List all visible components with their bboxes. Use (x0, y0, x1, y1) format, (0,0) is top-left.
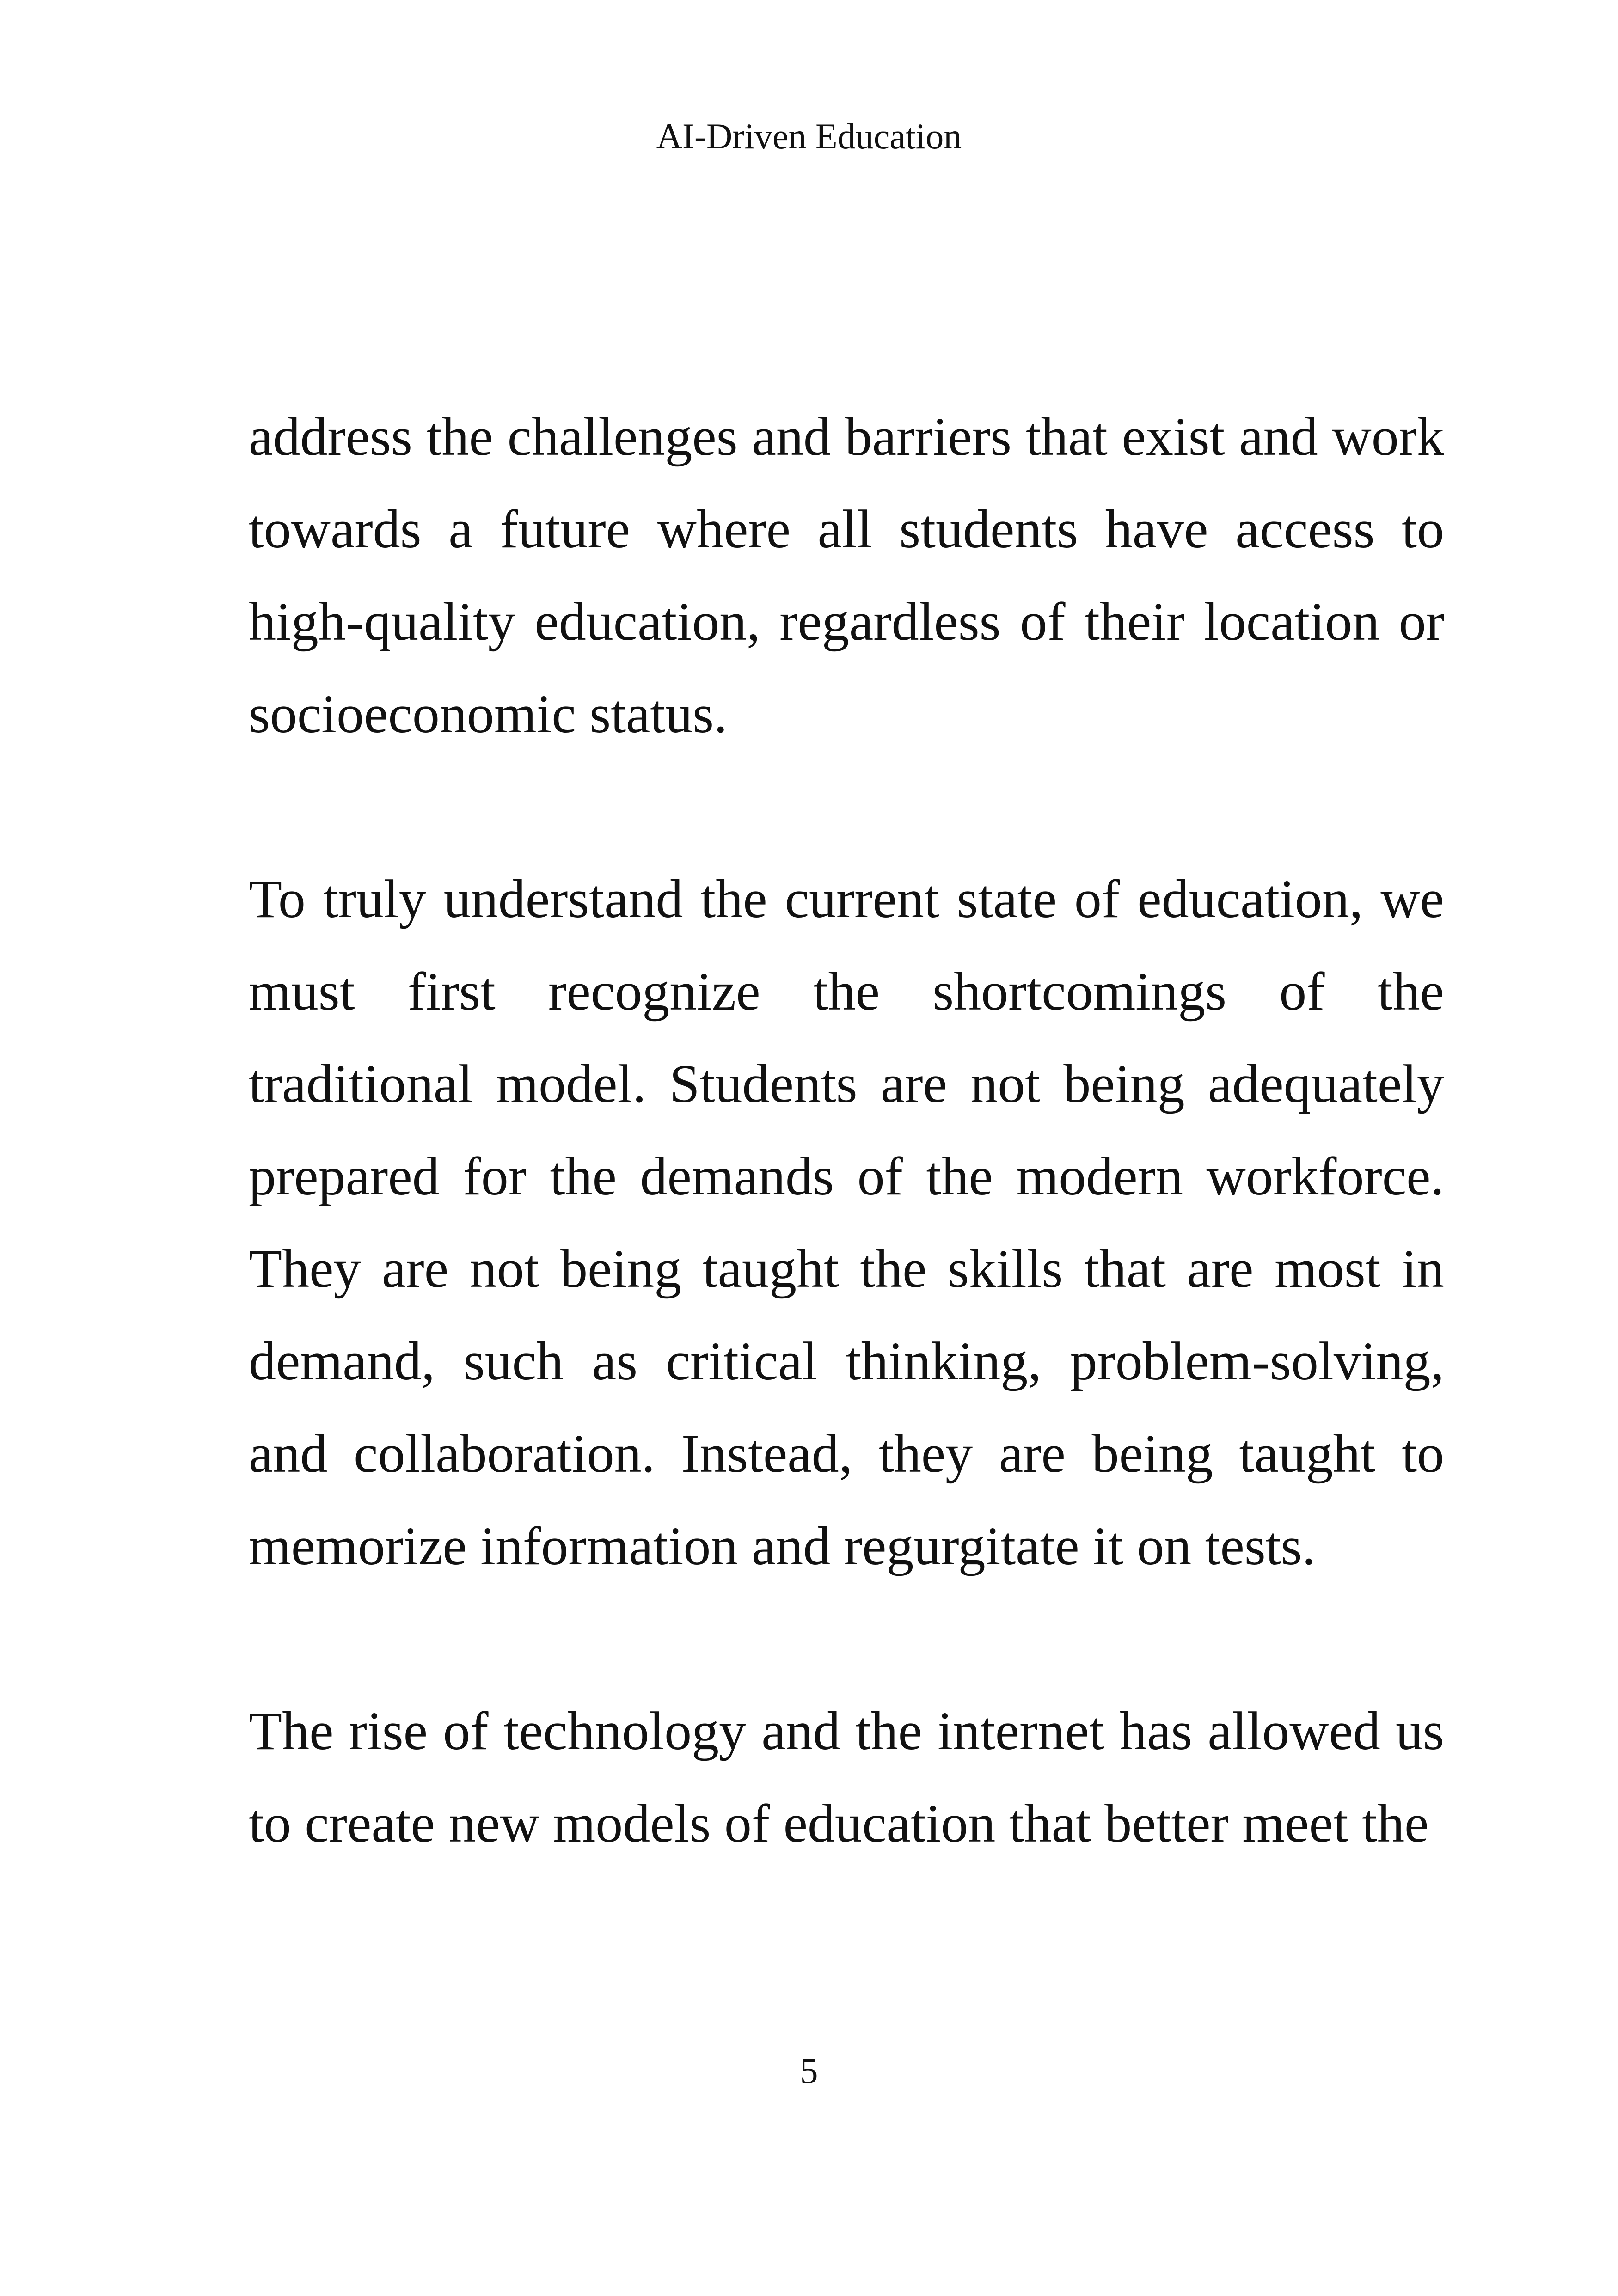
paragraph: The rise of technology and the internet has allowed us to create new models of education that better meet the (249, 1701, 1444, 1854)
paragraph: To truly understand the current state of education, we must first recognize the shortcomings of the traditional model. Students are not being adequately prepared for the demands of the modern workforce. They are not being taught the skills that are most in demand, such as critical thinking, problem-solving, and collaboration. Instead, they are being taught to memorize information and regurgitate it on tests. (249, 869, 1444, 1576)
running-header: AI-Driven Education (656, 116, 962, 156)
paragraph: address the challenges and barriers that exist and work towards a future where all students have access to high-quality education, regardless of their location or socioeconomic status. (249, 406, 1444, 744)
body-text (249, 391, 1444, 1962)
page-number: 5 (800, 2051, 818, 2091)
